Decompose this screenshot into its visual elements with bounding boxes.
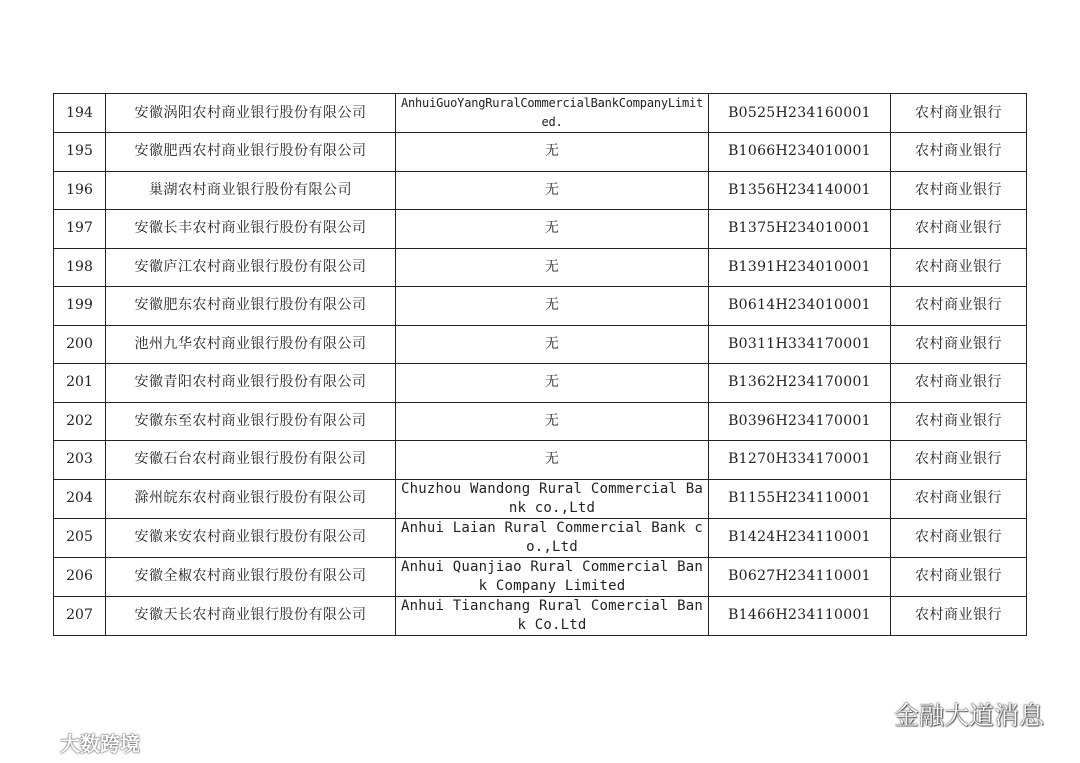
institution-type: 农村商业银行 (891, 94, 1027, 133)
watermark-left-text: 大数跨境 (60, 732, 140, 756)
table-row (54, 94, 1027, 133)
bank-name-cn: 安徽肥西农村商业银行股份有限公司 (106, 133, 396, 172)
row-number: 196 (54, 171, 106, 210)
bank-name-en: 无 (396, 325, 709, 364)
wechat-icon (846, 698, 886, 730)
bank-name-cn: 安徽庐江农村商业银行股份有限公司 (106, 248, 396, 287)
institution-code: B0396H234170001 (709, 402, 891, 441)
bank-name-en: Anhui Quanjiao Rural Commercial Bank Company Limited (396, 557, 709, 596)
table-row (54, 287, 1027, 326)
bank-name-en: 无 (396, 133, 709, 172)
watermark-right (846, 696, 1044, 732)
row-number: 195 (54, 133, 106, 172)
table-row (54, 248, 1027, 287)
bank-name-cn: 安徽涡阳农村商业银行股份有限公司 (106, 94, 396, 133)
bank-name-cn: 安徽肥东农村商业银行股份有限公司 (106, 287, 396, 326)
institution-code: B0311H334170001 (709, 325, 891, 364)
row-number: 202 (54, 402, 106, 441)
table-row (54, 171, 1027, 210)
institution-code: B1066H234010001 (709, 133, 891, 172)
bank-name-en: AnhuiGuoYangRuralCommercialBankCompanyLimited. (396, 94, 709, 133)
row-number: 206 (54, 557, 106, 596)
table-row (54, 402, 1027, 441)
row-number: 207 (54, 596, 106, 635)
table-row (54, 210, 1027, 249)
bank-name-en: Anhui Tianchang Rural Comercial Bank Co.Ltd (396, 596, 709, 635)
institution-type: 农村商业银行 (891, 364, 1027, 403)
bank-name-en: 无 (396, 287, 709, 326)
bank-name-en: 无 (396, 364, 709, 403)
bank-name-cn: 安徽天长农村商业银行股份有限公司 (106, 596, 396, 635)
bank-name-en: 无 (396, 402, 709, 441)
bank-table-body (54, 94, 1027, 636)
watermark-right-text: 金融大道消息 (893, 701, 1044, 730)
institution-type: 农村商业银行 (891, 287, 1027, 326)
bank-table (53, 93, 1027, 636)
bank-name-cn: 安徽石台农村商业银行股份有限公司 (106, 441, 396, 480)
institution-code: B0614H234010001 (709, 287, 891, 326)
institution-type: 农村商业银行 (891, 325, 1027, 364)
institution-code: B1466H234110001 (709, 596, 891, 635)
institution-type: 农村商业银行 (891, 133, 1027, 172)
row-number: 201 (54, 364, 106, 403)
institution-type: 农村商业银行 (891, 441, 1027, 480)
table-row (54, 133, 1027, 172)
table-row (54, 325, 1027, 364)
institution-code: B1155H234110001 (709, 479, 891, 518)
table-row (54, 518, 1027, 557)
table-row (54, 441, 1027, 480)
bank-name-en: Anhui Laian Rural Commercial Bank co.,Ltd (396, 518, 709, 557)
bank-name-cn: 安徽全椒农村商业银行股份有限公司 (106, 557, 396, 596)
table-row (54, 596, 1027, 635)
bank-name-en: 无 (396, 441, 709, 480)
bank-name-cn: 巢湖农村商业银行股份有限公司 (106, 171, 396, 210)
institution-code: B1424H234110001 (709, 518, 891, 557)
bank-name-cn: 池州九华农村商业银行股份有限公司 (106, 325, 396, 364)
row-number: 204 (54, 479, 106, 518)
bank-name-cn: 安徽青阳农村商业银行股份有限公司 (106, 364, 396, 403)
row-number: 199 (54, 287, 106, 326)
bank-name-en: 无 (396, 171, 709, 210)
institution-code: B1391H234010001 (709, 248, 891, 287)
institution-type: 农村商业银行 (891, 248, 1027, 287)
institution-type: 农村商业银行 (891, 557, 1027, 596)
institution-type: 农村商业银行 (891, 402, 1027, 441)
brand-logo-icon (8, 730, 54, 756)
table-row (54, 557, 1027, 596)
table-row (54, 479, 1027, 518)
institution-code: B1270H334170001 (709, 441, 891, 480)
row-number: 205 (54, 518, 106, 557)
bank-name-cn: 滁州皖东农村商业银行股份有限公司 (106, 479, 396, 518)
institution-code: B0627H234110001 (709, 557, 891, 596)
bank-name-en: 无 (396, 248, 709, 287)
table-row (54, 364, 1027, 403)
institution-type: 农村商业银行 (891, 596, 1027, 635)
row-number: 197 (54, 210, 106, 249)
institution-code: B1362H234170001 (709, 364, 891, 403)
institution-type: 农村商业银行 (891, 171, 1027, 210)
institution-type: 农村商业银行 (891, 518, 1027, 557)
bank-name-cn: 安徽来安农村商业银行股份有限公司 (106, 518, 396, 557)
bank-name-cn: 安徽东至农村商业银行股份有限公司 (106, 402, 396, 441)
bank-name-en: Chuzhou Wandong Rural Commercial Bank co.,Ltd (396, 479, 709, 518)
row-number: 194 (54, 94, 106, 133)
bank-name-cn: 安徽长丰农村商业银行股份有限公司 (106, 210, 396, 249)
institution-type: 农村商业银行 (891, 479, 1027, 518)
row-number: 198 (54, 248, 106, 287)
institution-code: B1356H234140001 (709, 171, 891, 210)
institution-code: B0525H234160001 (709, 94, 891, 133)
row-number: 203 (54, 441, 106, 480)
institution-type: 农村商业银行 (891, 210, 1027, 249)
row-number: 200 (54, 325, 106, 364)
bank-name-en: 无 (396, 210, 709, 249)
watermark-left (8, 728, 140, 757)
institution-code: B1375H234010001 (709, 210, 891, 249)
